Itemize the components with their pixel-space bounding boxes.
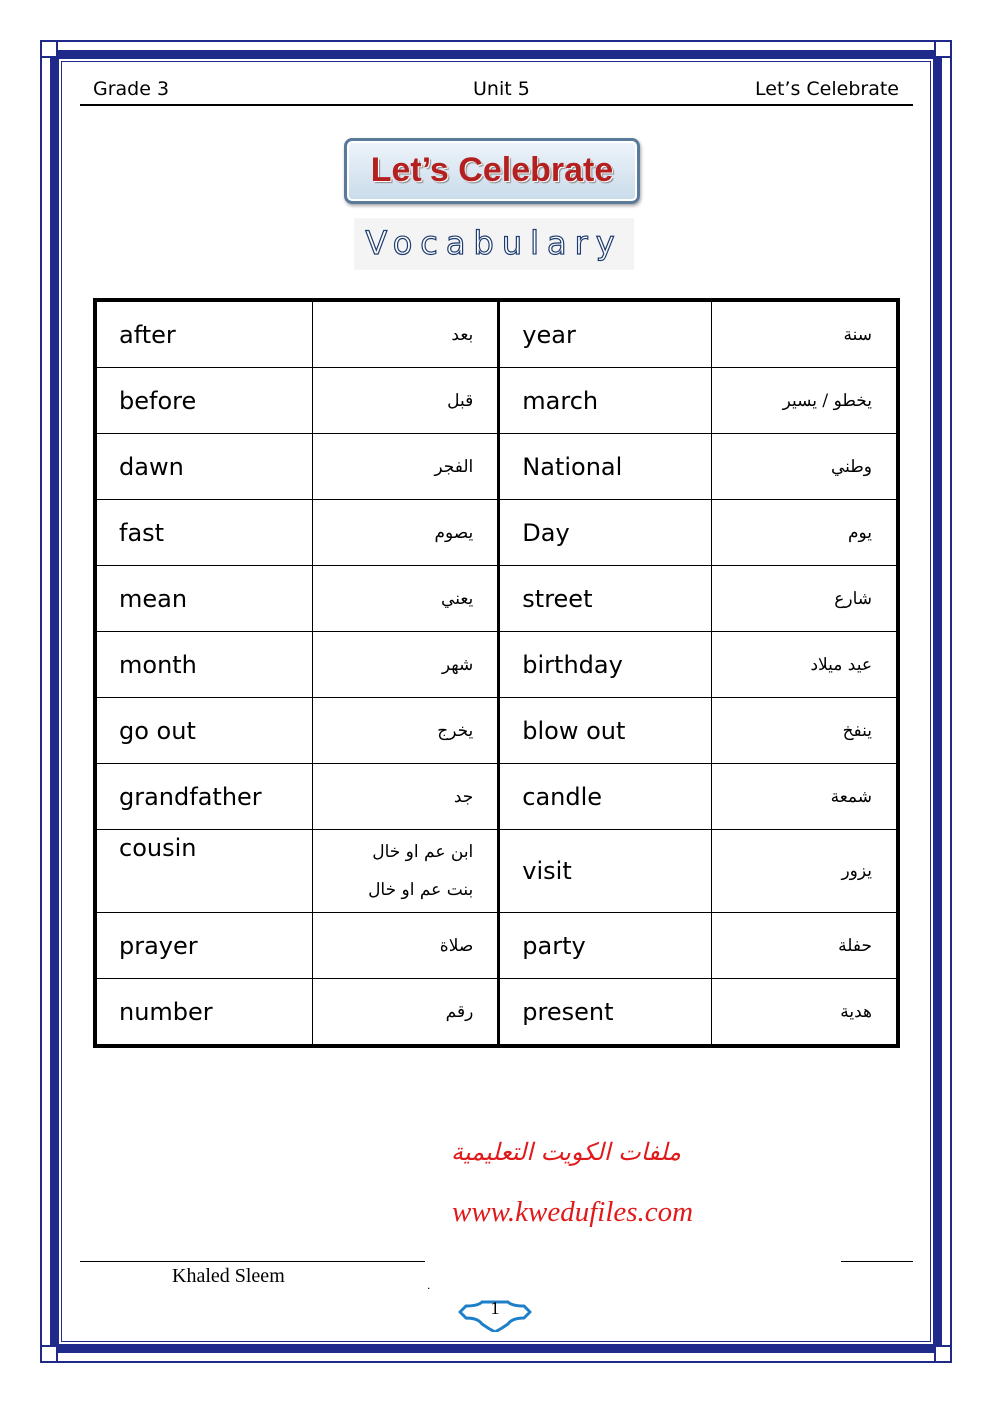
footer-rule-left: [80, 1261, 425, 1262]
arabic-meaning: عيد ميلاد: [711, 632, 898, 698]
arabic-meaning: شارع: [711, 566, 898, 632]
english-word: birthday: [499, 632, 711, 698]
english-word: cousin: [95, 830, 313, 913]
table-row: [95, 300, 898, 368]
english-word: street: [499, 566, 711, 632]
english-word: party: [499, 913, 711, 979]
watermark-arabic: ملفات الكويت التعليمية: [451, 1138, 681, 1166]
arabic-meaning: حفلة: [711, 913, 898, 979]
english-word: prayer: [95, 913, 313, 979]
english-word: dawn: [95, 434, 313, 500]
arabic-meaning: [313, 979, 499, 1047]
table-row: [95, 830, 898, 913]
english-word: go out: [95, 698, 313, 764]
header-rule: [80, 104, 913, 106]
table-row: [95, 500, 898, 566]
arabic-meaning: يوم: [711, 500, 898, 566]
table-row: [95, 368, 898, 434]
vocabulary-table: [93, 298, 900, 1048]
vocabulary-heading: Vocabulary: [354, 218, 634, 270]
english-word: National: [499, 434, 711, 500]
corner-ornament: [934, 40, 952, 58]
arabic-meaning-line: جد: [453, 786, 474, 807]
english-word: before: [95, 368, 313, 434]
arabic-meaning: [313, 913, 499, 979]
english-word: candle: [499, 764, 711, 830]
arabic-meaning: [313, 830, 499, 913]
author-name: Khaled Sleem: [172, 1265, 285, 1287]
english-word: after: [95, 300, 313, 368]
arabic-meaning: ينفخ: [711, 698, 898, 764]
arabic-meaning-line: رقم: [445, 1001, 474, 1022]
footer-dot: .: [427, 1278, 431, 1292]
english-word: present: [499, 979, 711, 1047]
table-row: [95, 913, 898, 979]
table-row: [95, 979, 898, 1047]
english-word: blow out: [499, 698, 711, 764]
english-word: grandfather: [95, 764, 313, 830]
title-badge: [344, 138, 640, 204]
english-word: fast: [95, 500, 313, 566]
english-word: Day: [499, 500, 711, 566]
table-row: [95, 632, 898, 698]
arabic-meaning-line: يعني: [441, 588, 474, 609]
arabic-meaning-line: قبل: [447, 390, 474, 411]
arabic-meaning-line: الفجر: [434, 456, 474, 477]
page-number-ornament: [458, 1298, 532, 1332]
english-word: number: [95, 979, 313, 1047]
arabic-meaning: يزور: [711, 830, 898, 913]
arabic-meaning: يخطو / يسير: [711, 368, 898, 434]
arabic-meaning: شمعة: [711, 764, 898, 830]
arabic-meaning: [313, 764, 499, 830]
arabic-meaning-line: يخرج: [437, 720, 474, 741]
english-word: mean: [95, 566, 313, 632]
watermark-url[interactable]: www.kwedufiles.com: [452, 1196, 694, 1228]
arabic-meaning: [313, 632, 499, 698]
arabic-meaning: [313, 566, 499, 632]
english-word: visit: [499, 830, 711, 913]
english-word: march: [499, 368, 711, 434]
arabic-meaning-line: بعد: [451, 324, 474, 345]
header-unit: Unit 5: [473, 78, 530, 100]
table-row: [95, 698, 898, 764]
arabic-meaning: [313, 698, 499, 764]
header-grade: Grade 3: [93, 78, 170, 100]
header-topic: Let’s Celebrate: [755, 78, 899, 100]
english-word: year: [499, 300, 711, 368]
arabic-meaning: [313, 300, 499, 368]
arabic-meaning-line: صلاة: [439, 935, 474, 956]
arabic-meaning: [313, 368, 499, 434]
arabic-meaning-line: يصوم: [434, 522, 474, 543]
arabic-meaning: هدية: [711, 979, 898, 1047]
arabic-meaning: [313, 500, 499, 566]
english-word: month: [95, 632, 313, 698]
arabic-meaning-line: ابن عم او خال: [372, 842, 474, 862]
table-row: [95, 434, 898, 500]
footer-rule-right: [841, 1261, 913, 1262]
corner-ornament: [934, 1345, 952, 1363]
page-number: 1: [490, 1298, 500, 1318]
arabic-meaning: [313, 434, 499, 500]
table-row: [95, 566, 898, 632]
page-title: Let’s Celebrate: [370, 151, 614, 189]
corner-ornament: [40, 1345, 58, 1363]
arabic-meaning: سنة: [711, 300, 898, 368]
table-row: [95, 764, 898, 830]
arabic-meaning-line: بنت عم او خال: [368, 880, 474, 900]
arabic-meaning: وطني: [711, 434, 898, 500]
arabic-meaning-line: شهر: [441, 654, 474, 675]
corner-ornament: [40, 40, 58, 58]
